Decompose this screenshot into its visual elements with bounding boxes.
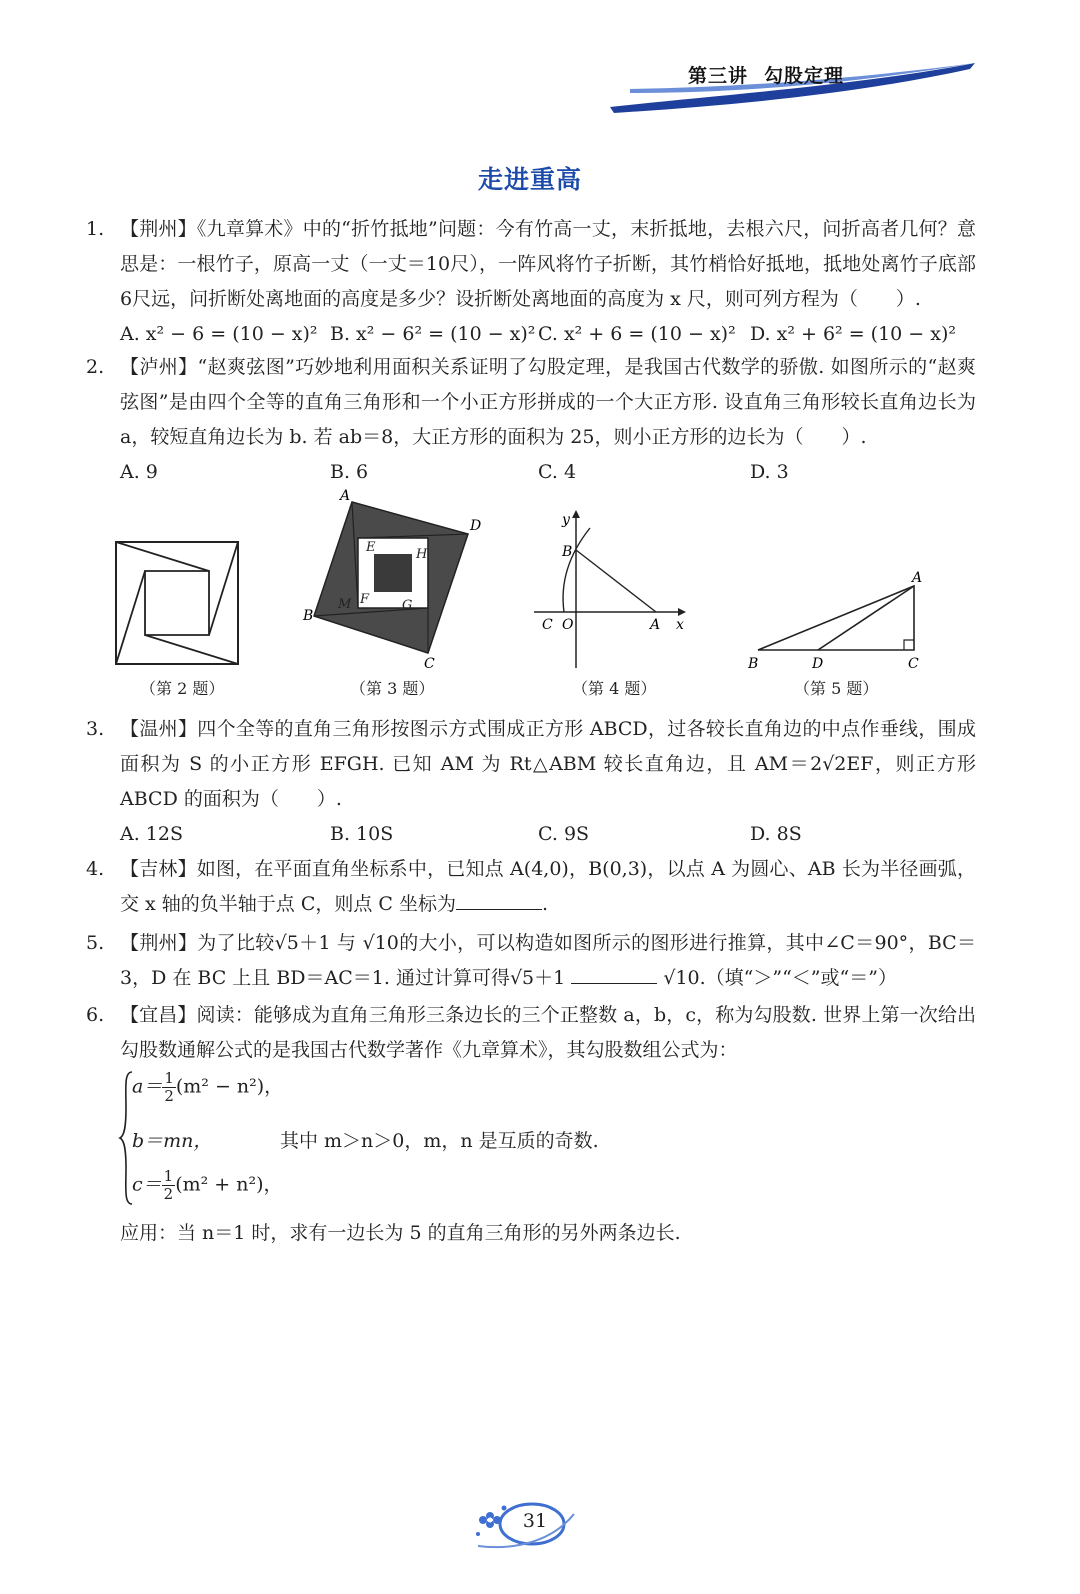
problem-2 <box>86 350 976 491</box>
label: O <box>562 617 574 633</box>
option-b: B. 10S <box>330 823 394 845</box>
label: C <box>542 617 553 633</box>
option-d: D. 8S <box>750 823 802 845</box>
figure-2-zhao-shuang <box>112 538 244 670</box>
chapter-label: 第三讲 <box>688 65 749 87</box>
caption-fig5: （第 5 题） <box>794 679 879 698</box>
problem-3 <box>86 712 976 853</box>
label: B <box>562 544 573 560</box>
label: G <box>402 598 413 613</box>
problem-text: 【吉林】如图，在平面直角坐标系中，已知点 A(4,0)，B(0,3)，以点 A 为圆心、AB 长为半径画弧，交 x 轴的负半轴于点 C，则点 C 坐标为 <box>120 858 976 915</box>
option-a: A. 9 <box>120 461 158 483</box>
answer-blank[interactable] <box>456 889 542 910</box>
option-a: A. 12S <box>120 823 183 845</box>
problem-6 <box>86 998 976 1068</box>
fraction: $\frac{1}{2}$ <box>164 1069 174 1105</box>
topic-label: 勾股定理 <box>764 65 845 87</box>
problem-number: 5. <box>86 932 105 954</box>
option-c: C. 4 <box>538 461 577 483</box>
label: D <box>470 518 482 534</box>
option-d: D. 3 <box>750 461 789 483</box>
label: A <box>340 488 351 504</box>
caption-fig4: （第 4 题） <box>572 679 657 698</box>
option-c: C. x² + 6 = (10 − x)² <box>538 323 736 345</box>
label: F <box>360 592 370 607</box>
option-b: B. x² − 6² = (10 − x)² <box>330 323 536 345</box>
problem-text: 【泸州】“赵爽弦图”巧妙地利用面积关系证明了勾股定理，是我国古代数学的骄傲. 如图所示的“赵爽弦图”是由四个全等的直角三角形和一个小正方形拼成的一个大正方形. 设直角三角形较长直角边长为 a，较短直角边长为 b. 若 ab＝8，大正方形的面积为 25，则小正方形的边长为（ ）. <box>120 356 976 448</box>
figure-4-coordinate-plane <box>530 508 695 673</box>
label: y <box>562 512 570 528</box>
application-text: 应用：当 n＝1 时，求有一边长为 5 的直角三角形的另外两条边长. <box>120 1222 681 1244</box>
options <box>120 817 976 853</box>
label: A <box>912 570 923 586</box>
caption-fig2: （第 2 题） <box>140 679 225 698</box>
problem-1 <box>86 212 976 353</box>
caption-fig3: （第 3 题） <box>350 679 435 698</box>
header-title <box>688 61 844 88</box>
formula-a: a＝ $\frac{1}{2}$ (m² − n²)， <box>132 1069 284 1105</box>
option-d: D. x² + 6² = (10 − x)² <box>750 323 957 345</box>
problem-text: 【温州】四个全等的直角三角形按图示方式围成正方形 ABCD，过各较长直角边的中点作垂线，围成面积为 S 的小正方形 EFGH. 已知 AM 为 Rt△ABM 较长直角边，且 AM＝2√2EF，则正方形 ABCD 的面积为（ ）. <box>120 718 976 810</box>
problem-text: 【荆州】为了比较√5＋1 与 √10的大小，可以构造如图所示的图形进行推算，其中∠C＝90°，BC＝3，D 在 BC 上且 BD＝AC＝1. 通过计算可得√5＋1 <box>120 932 976 989</box>
label: B <box>303 608 314 624</box>
problem-tail: . <box>542 893 549 915</box>
option-a: A. x² − 6 = (10 − x)² <box>120 323 318 345</box>
problem-text: 【宜昌】阅读：能够成为直角三角形三条边长的三个正整数 a，b，c，称为勾股数. 世界上第一次给出勾股数通解公式的是我国古代数学著作《九章算术》，其勾股数组公式为： <box>120 1004 976 1061</box>
problem-6-application <box>86 1216 976 1251</box>
figure-3-square-abcd <box>300 488 490 673</box>
options <box>120 455 976 491</box>
formula-c: c＝ $\frac{1}{2}$ (m² + n²)， <box>132 1167 283 1203</box>
label: C <box>424 656 435 672</box>
chapter-header <box>600 55 980 115</box>
formula-block <box>118 1068 918 1213</box>
problem-number: 1. <box>86 218 105 240</box>
problem-number: 6. <box>86 1004 105 1026</box>
label: B <box>748 656 759 672</box>
fraction: $\frac{1}{2}$ <box>163 1167 174 1203</box>
label: M <box>338 597 352 612</box>
label: x <box>676 617 684 633</box>
option-c: C. 9S <box>538 823 590 845</box>
option-b: B. 6 <box>330 461 369 483</box>
section-title: 走进重高 <box>477 165 582 194</box>
page-number: 31 <box>522 1510 548 1532</box>
problem-tail: √10.（填“＞”“＜”或“＝”） <box>663 967 897 989</box>
label: E <box>366 540 376 555</box>
options <box>120 317 976 353</box>
problem-5 <box>86 926 976 996</box>
problem-text: 【荆州】《九章算术》中的“折竹抵地”问题：今有竹高一丈，末折抵地，去根六尺，问折高者几何？意思是：一根竹子，原高一丈（一丈＝10尺），一阵风将竹子折断，其竹梢恰好抵地，抵地处离竹子底部6尺远，问折断处离地面的高度是多少？设折断处离地面的高度为 x 尺，则可列方程为（ ）. <box>120 218 976 310</box>
formula-condition: 其中 m＞n＞0，m，n 是互质的奇数. <box>280 1130 599 1152</box>
problem-number: 3. <box>86 718 105 740</box>
label: D <box>812 656 824 672</box>
problem-number: 4. <box>86 858 105 880</box>
problem-number: 2. <box>86 356 105 378</box>
problem-4 <box>86 852 976 922</box>
label: H <box>416 547 428 562</box>
label: C <box>908 656 919 672</box>
figure-5-right-triangle <box>742 568 932 676</box>
answer-blank[interactable] <box>571 963 657 984</box>
formula-b: b＝mn， <box>132 1130 213 1152</box>
label: A <box>650 617 661 633</box>
